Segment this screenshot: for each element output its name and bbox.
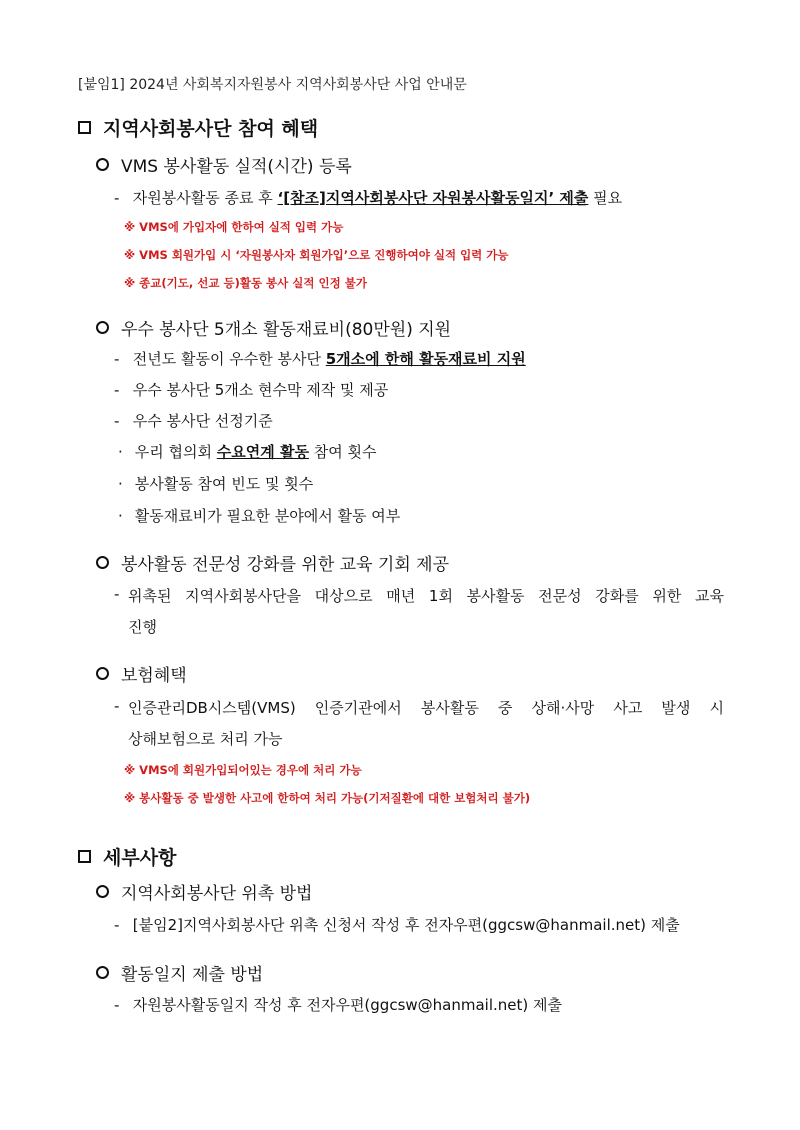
- checkbox-square-icon: [78, 121, 91, 134]
- item-emphasis: 수요연계 활동: [216, 443, 309, 461]
- item-continuation: 상해보험으로 처리 가능: [128, 730, 283, 748]
- list-item: [114, 410, 273, 431]
- dash-bullet: -: [114, 585, 120, 603]
- item-text: 필요: [593, 189, 623, 207]
- item-text: 인증관리DB시스템(VMS) 인증기관에서 봉사활동 중 상해·사망 사고 발생 시: [128, 699, 724, 717]
- list-item: [114, 585, 724, 606]
- list-item: [114, 379, 388, 400]
- subsection-heading-insurance: [96, 661, 187, 686]
- subsection-title: 봉사활동 전문성 강화를 위한 교육 기회 제공: [121, 555, 450, 575]
- dot-bullet: ·: [118, 443, 123, 461]
- circle-bullet-icon: [96, 321, 109, 334]
- item-text: 자원봉사활동 종료 후: [132, 189, 278, 207]
- section-heading-benefits: [78, 114, 318, 141]
- subsection-title: 지역사회봉사단 위촉 방법: [121, 884, 313, 904]
- item-continuation: 진행: [128, 618, 157, 636]
- item-text: 우수 봉사단 5개소 현수막 제작 및 제공: [132, 381, 389, 399]
- list-item: [114, 994, 562, 1015]
- subsection-heading-appointment: [96, 879, 312, 904]
- item-text: 우수 봉사단 선정기준: [132, 412, 273, 430]
- section-heading-details: [78, 843, 176, 870]
- dot-bullet: ·: [118, 507, 123, 525]
- circle-bullet-icon: [96, 966, 109, 979]
- subsection-title: 우수 봉사단 5개소 활동재료비(80만원) 지원: [121, 320, 452, 340]
- list-item: [114, 187, 622, 208]
- item-emphasis: ‘[참조]지역사회봉사단 자원봉사활동일지’ 제출: [277, 189, 589, 207]
- subsection-heading-vms: [96, 152, 352, 177]
- item-text: 참여 횟수: [313, 443, 377, 461]
- subsection-heading-log-submission: [96, 960, 263, 985]
- list-item: [114, 914, 680, 935]
- dash-bullet: -: [114, 350, 120, 368]
- list-item: [114, 697, 724, 718]
- sub-list-item: [118, 505, 400, 526]
- list-item: [114, 348, 526, 369]
- section-title: 지역사회봉사단 참여 혜택: [103, 118, 319, 140]
- checkbox-square-icon: [78, 850, 91, 863]
- subsection-heading-education: [96, 550, 449, 575]
- circle-bullet-icon: [96, 556, 109, 569]
- sub-list-item: [118, 441, 376, 462]
- subsection-heading-award: [96, 315, 451, 340]
- note-text: ※ 봉사활동 중 발생한 사고에 한하여 처리 가능(기저질환에 대한 보험처리 불가): [124, 791, 531, 805]
- subsection-title: VMS 봉사활동 실적(시간) 등록: [121, 157, 352, 177]
- dash-bullet: -: [114, 189, 120, 207]
- note-text: ※ VMS에 회원가입되어있는 경우에 처리 가능: [124, 763, 362, 777]
- attachment-header: [붙임1] 2024년 사회복지자원봉사 지역사회봉사단 사업 안내문: [78, 77, 467, 93]
- item-text: 우리 협의회: [134, 443, 217, 461]
- section-title: 세부사항: [103, 847, 177, 869]
- note-text: ※ VMS 회원가입 시 ‘자원봉사자 회원가입’으로 진행하여야 실적 입력 가능: [124, 248, 509, 262]
- note-text: ※ 종교(기도, 선교 등)활동 봉사 실적 인정 불가: [124, 276, 367, 290]
- item-text: 활동재료비가 필요한 분야에서 활동 여부: [134, 507, 401, 525]
- sub-list-item: [118, 473, 313, 494]
- note-text: ※ VMS에 가입자에 한하여 실적 입력 가능: [124, 220, 344, 234]
- item-text: [붙임2]지역사회봉사단 위촉 신청서 작성 후 전자우편(ggcsw@hanmail.net) 제출: [132, 916, 680, 934]
- circle-bullet-icon: [96, 158, 109, 171]
- item-emphasis: 5개소에 한해 활동재료비 지원: [325, 350, 526, 368]
- subsection-title: 활동일지 제출 방법: [121, 965, 264, 985]
- subsection-title: 보험혜택: [121, 666, 187, 686]
- item-text: 전년도 활동이 우수한 봉사단: [132, 350, 326, 368]
- item-text: 자원봉사활동일지 작성 후 전자우편(ggcsw@hanmail.net) 제출: [132, 996, 562, 1014]
- dash-bullet: -: [114, 697, 120, 715]
- circle-bullet-icon: [96, 667, 109, 680]
- dash-bullet: -: [114, 412, 120, 430]
- dash-bullet: -: [114, 916, 120, 934]
- item-text: 위촉된 지역사회봉사단을 대상으로 매년 1회 봉사활동 전문성 강화를 위한 교육: [128, 587, 724, 605]
- item-text: 봉사활동 참여 빈도 및 횟수: [134, 475, 314, 493]
- dot-bullet: ·: [118, 475, 123, 493]
- circle-bullet-icon: [96, 885, 109, 898]
- dash-bullet: -: [114, 381, 120, 399]
- dash-bullet: -: [114, 996, 120, 1014]
